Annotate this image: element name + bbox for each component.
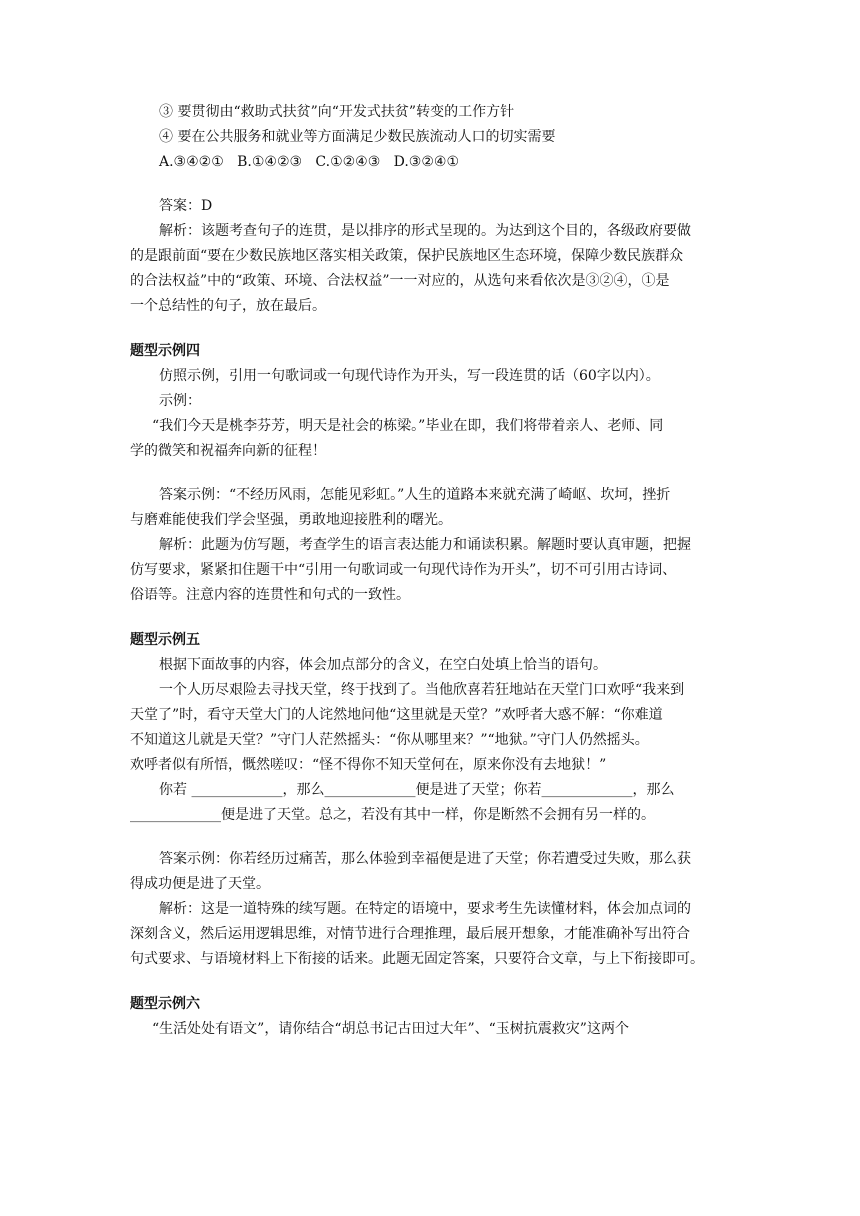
option-3: ③ 要贯彻由“救助式扶贫”向“开发式扶贫”转变的工作方针 xyxy=(159,104,515,120)
answer-5-line: 答案示例：你若经历过痛苦，那么体验到幸福便是进了天堂；你若遭受过失败，那么获 xyxy=(159,851,691,867)
story-5-line: 欢呼者似有所悟，慨然嗟叹：“怪不得你不知天堂何在，原来你没有去地狱！” xyxy=(130,757,607,773)
explanation-5-line: 句式要求、与语境材料上下衔接的话来。此题无固定答案，只要符合文章，与上下衔接即可。 xyxy=(130,951,704,967)
example-4-line: “我们今天是桃李芬芳，明天是社会的栋梁。”毕业在即，我们将带着亲人、老师、同 xyxy=(152,418,664,434)
explanation-4-line: 仿写要求，紧紧扣住题干中“引用一句歌词或一句现代诗作为开头”，切不可引用古诗词、 xyxy=(130,562,677,578)
explanation-5-line: 深刻含义，然后运用逻辑思维，对情节进行合理推理，最后展开想象，才能准确补写出符合 xyxy=(130,926,690,942)
question-6-line: “生活处处有语文”，请你结合“胡总书记古田过大年”、“玉树抗震救灾”这两个 xyxy=(152,1021,629,1037)
section-heading-5: 题型示例五 xyxy=(130,632,200,648)
explanation-1-line: 解析：该题考查句子的连贯，是以排序的形式呈现的。为达到这个目的，各级政府要做 xyxy=(159,223,691,239)
explanation-4-line: 俗语等。注意内容的连贯性和句式的一致性。 xyxy=(130,587,410,603)
explanation-4-line: 解析：此题为仿写题，考查学生的语言表达能力和诵读积累。解题时要认真审题，把握 xyxy=(159,537,691,553)
document-page xyxy=(130,100,736,1042)
question-4-line: 示例： xyxy=(159,393,201,409)
section-heading-6: 题型示例六 xyxy=(130,996,200,1012)
story-5-line: 天堂了”时，看守天堂大门的人诧然地问他“这里就是天堂？”欢呼者大惑不解：“你难道 xyxy=(130,707,663,723)
explanation-1-line: 的合法权益”中的“政策、环境、合法权益”一一对应的，从选句来看依次是③②④，①是 xyxy=(130,273,670,289)
answer-4-line: 答案示例：“不经历风雨，怎能见彩虹。”人生的道路本来就充满了崎岖、坎坷，挫折 xyxy=(159,487,671,503)
option-4: ④ 要在公共服务和就业等方面满足少数民族流动人口的切实需要 xyxy=(159,129,556,145)
fill-blank-5-line: 你若 _____________，那么_____________便是进了天堂；你若_____________，那么 xyxy=(159,782,675,798)
section-heading-4: 题型示例四 xyxy=(130,343,200,359)
answer-4-line: 与磨难能使我们学会坚强，勇敢地迎接胜利的曙光。 xyxy=(130,512,452,528)
story-5-line: 一个人历尽艰险去寻找天堂，终于找到了。当他欣喜若狂地站在天堂门口欢呼“我来到 xyxy=(159,682,685,698)
answer-choices: A.③④②① B.①④②③ C.①②④③ D.③②④① xyxy=(159,154,460,170)
explanation-1-line: 一个总结性的句子，放在最后。 xyxy=(130,298,326,314)
explanation-5-line: 解析：这是一道特殊的续写题。在特定的语境中，要求考生先读懂材料，体会加点词的 xyxy=(159,901,691,917)
example-4-line: 学的微笑和祝福奔向新的征程！ xyxy=(130,443,326,459)
answer-5-line: 得成功便是进了天堂。 xyxy=(130,876,270,892)
fill-blank-5-line: _____________便是进了天堂。总之，若没有其中一样，你是断然不会拥有另一样的。 xyxy=(130,807,655,823)
story-5-line: 不知道这儿就是天堂？”守门人茫然摇头：“你从哪里来？”“地狱。”守门人仍然摇头。 xyxy=(130,732,649,748)
answer-1: 答案：D xyxy=(159,198,213,214)
question-5: 根据下面故事的内容，体会加点部分的含义，在空白处填上恰当的语句。 xyxy=(159,657,607,673)
explanation-1-line: 的是跟前面“要在少数民族地区落实相关政策，保护民族地区生态环境，保障少数民族群众 xyxy=(130,248,684,264)
question-4-line: 仿照示例，引用一句歌词或一句现代诗作为开头，写一段连贯的话（60字以内）。 xyxy=(159,368,660,384)
